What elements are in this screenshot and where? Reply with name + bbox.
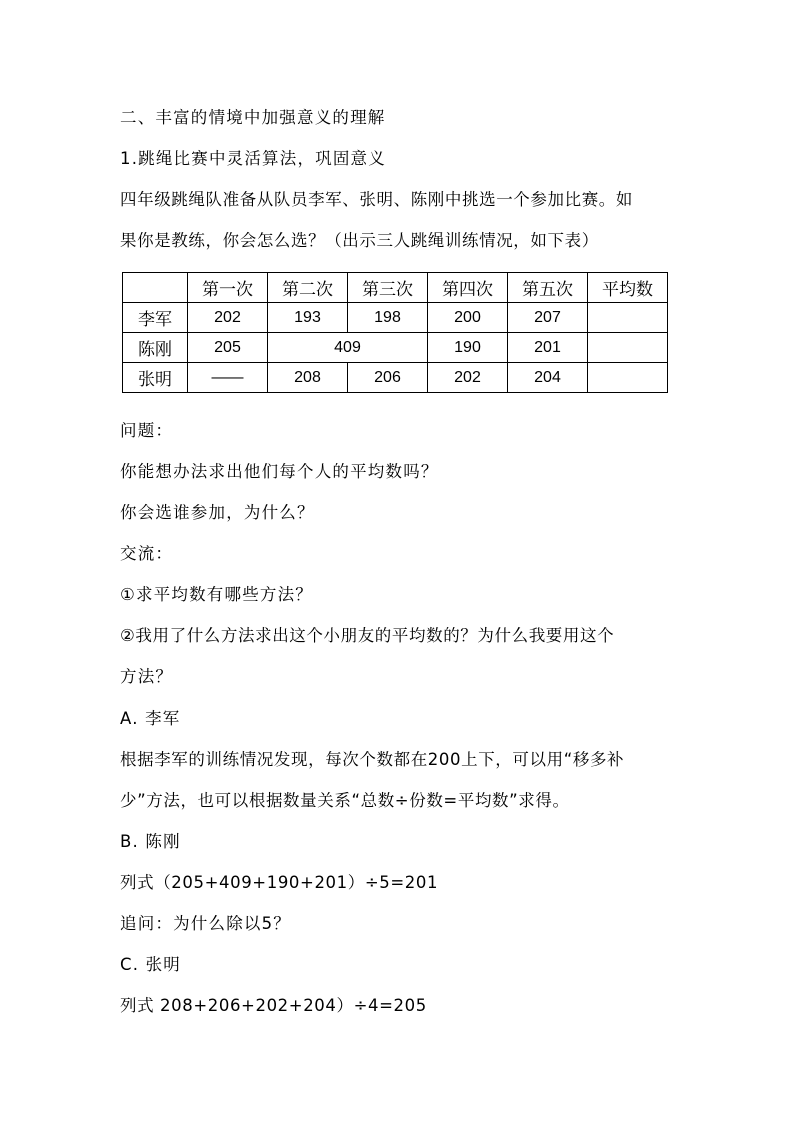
table-cell: 206 [348,363,428,393]
table-cell: 205 [188,333,268,363]
table-header-cell: 第一次 [188,273,268,303]
answer-a-text-line-1: 根据李军的训练情况发现，每次个数都在200上下，可以用“移多补 [120,750,625,769]
table-cell: 202 [188,303,268,333]
discussion-2-line-1: ②我用了什么方法求出这个小朋友的平均数的？为什么我要用这个 [120,626,615,645]
table-cell: 208 [268,363,348,393]
discussion-1: ①求平均数有哪些方法？ [120,585,313,604]
table-header-row [123,273,668,303]
table-cell: 201 [508,333,588,363]
question-1: 你能想办法求出他们每个人的平均数吗？ [120,462,439,481]
table-row [123,333,668,363]
section-title: 二、丰富的情境中加强意义的理解 [120,108,386,127]
subsection-title: 1.跳绳比赛中灵活算法，巩固意义 [120,149,386,168]
table-cell: 202 [428,363,508,393]
row-name-cell: 李军 [123,303,188,333]
table-cell: 207 [508,303,588,333]
row-name-cell: 张明 [123,363,188,393]
intro-line-1: 四年级跳绳队准备从队员李军、张明、陈刚中挑选一个参加比赛。如 [120,190,633,209]
table-header-cell: 第二次 [268,273,348,303]
table-row [123,303,668,333]
table-cell: 200 [428,303,508,333]
answer-c-formula: 列式 208+206+202+204）÷4=205 [120,996,427,1015]
answer-b-formula: 列式（205+409+190+201）÷5=201 [120,873,439,892]
average-cell [588,333,668,363]
table-header-cell: 平均数 [588,273,668,303]
row-name-cell: 陈刚 [123,333,188,363]
answer-b-followup: 追问：为什么除以5？ [120,914,291,933]
table-row [123,363,668,393]
answer-a-text-line-2: 少”方法，也可以根据数量关系“总数÷份数=平均数”求得。 [120,791,570,810]
questions-label: 问题： [120,421,174,440]
average-cell [588,363,668,393]
table-header-cell [123,273,188,303]
intro-line-2: 果你是教练，你会怎么选？（出示三人跳绳训练情况，如下表） [120,231,599,250]
average-cell [588,303,668,333]
table-cell: 198 [348,303,428,333]
table-cell: —— [188,363,268,393]
answer-c-label: C. 张明 [120,955,182,974]
table-cell: 190 [428,333,508,363]
answer-b-label: B. 陈刚 [120,832,181,851]
merged-table-cell: 409 [268,333,428,363]
table-cell: 204 [508,363,588,393]
discussion-label: 交流： [120,544,174,563]
question-2: 你会选谁参加，为什么？ [120,503,315,522]
table-header-cell: 第五次 [508,273,588,303]
answer-a-label: A. 李军 [120,709,181,728]
table-header-cell: 第三次 [348,273,428,303]
training-table [122,272,668,393]
table-header-cell: 第四次 [428,273,508,303]
discussion-2-line-2: 方法？ [120,667,174,686]
table-cell: 193 [268,303,348,333]
